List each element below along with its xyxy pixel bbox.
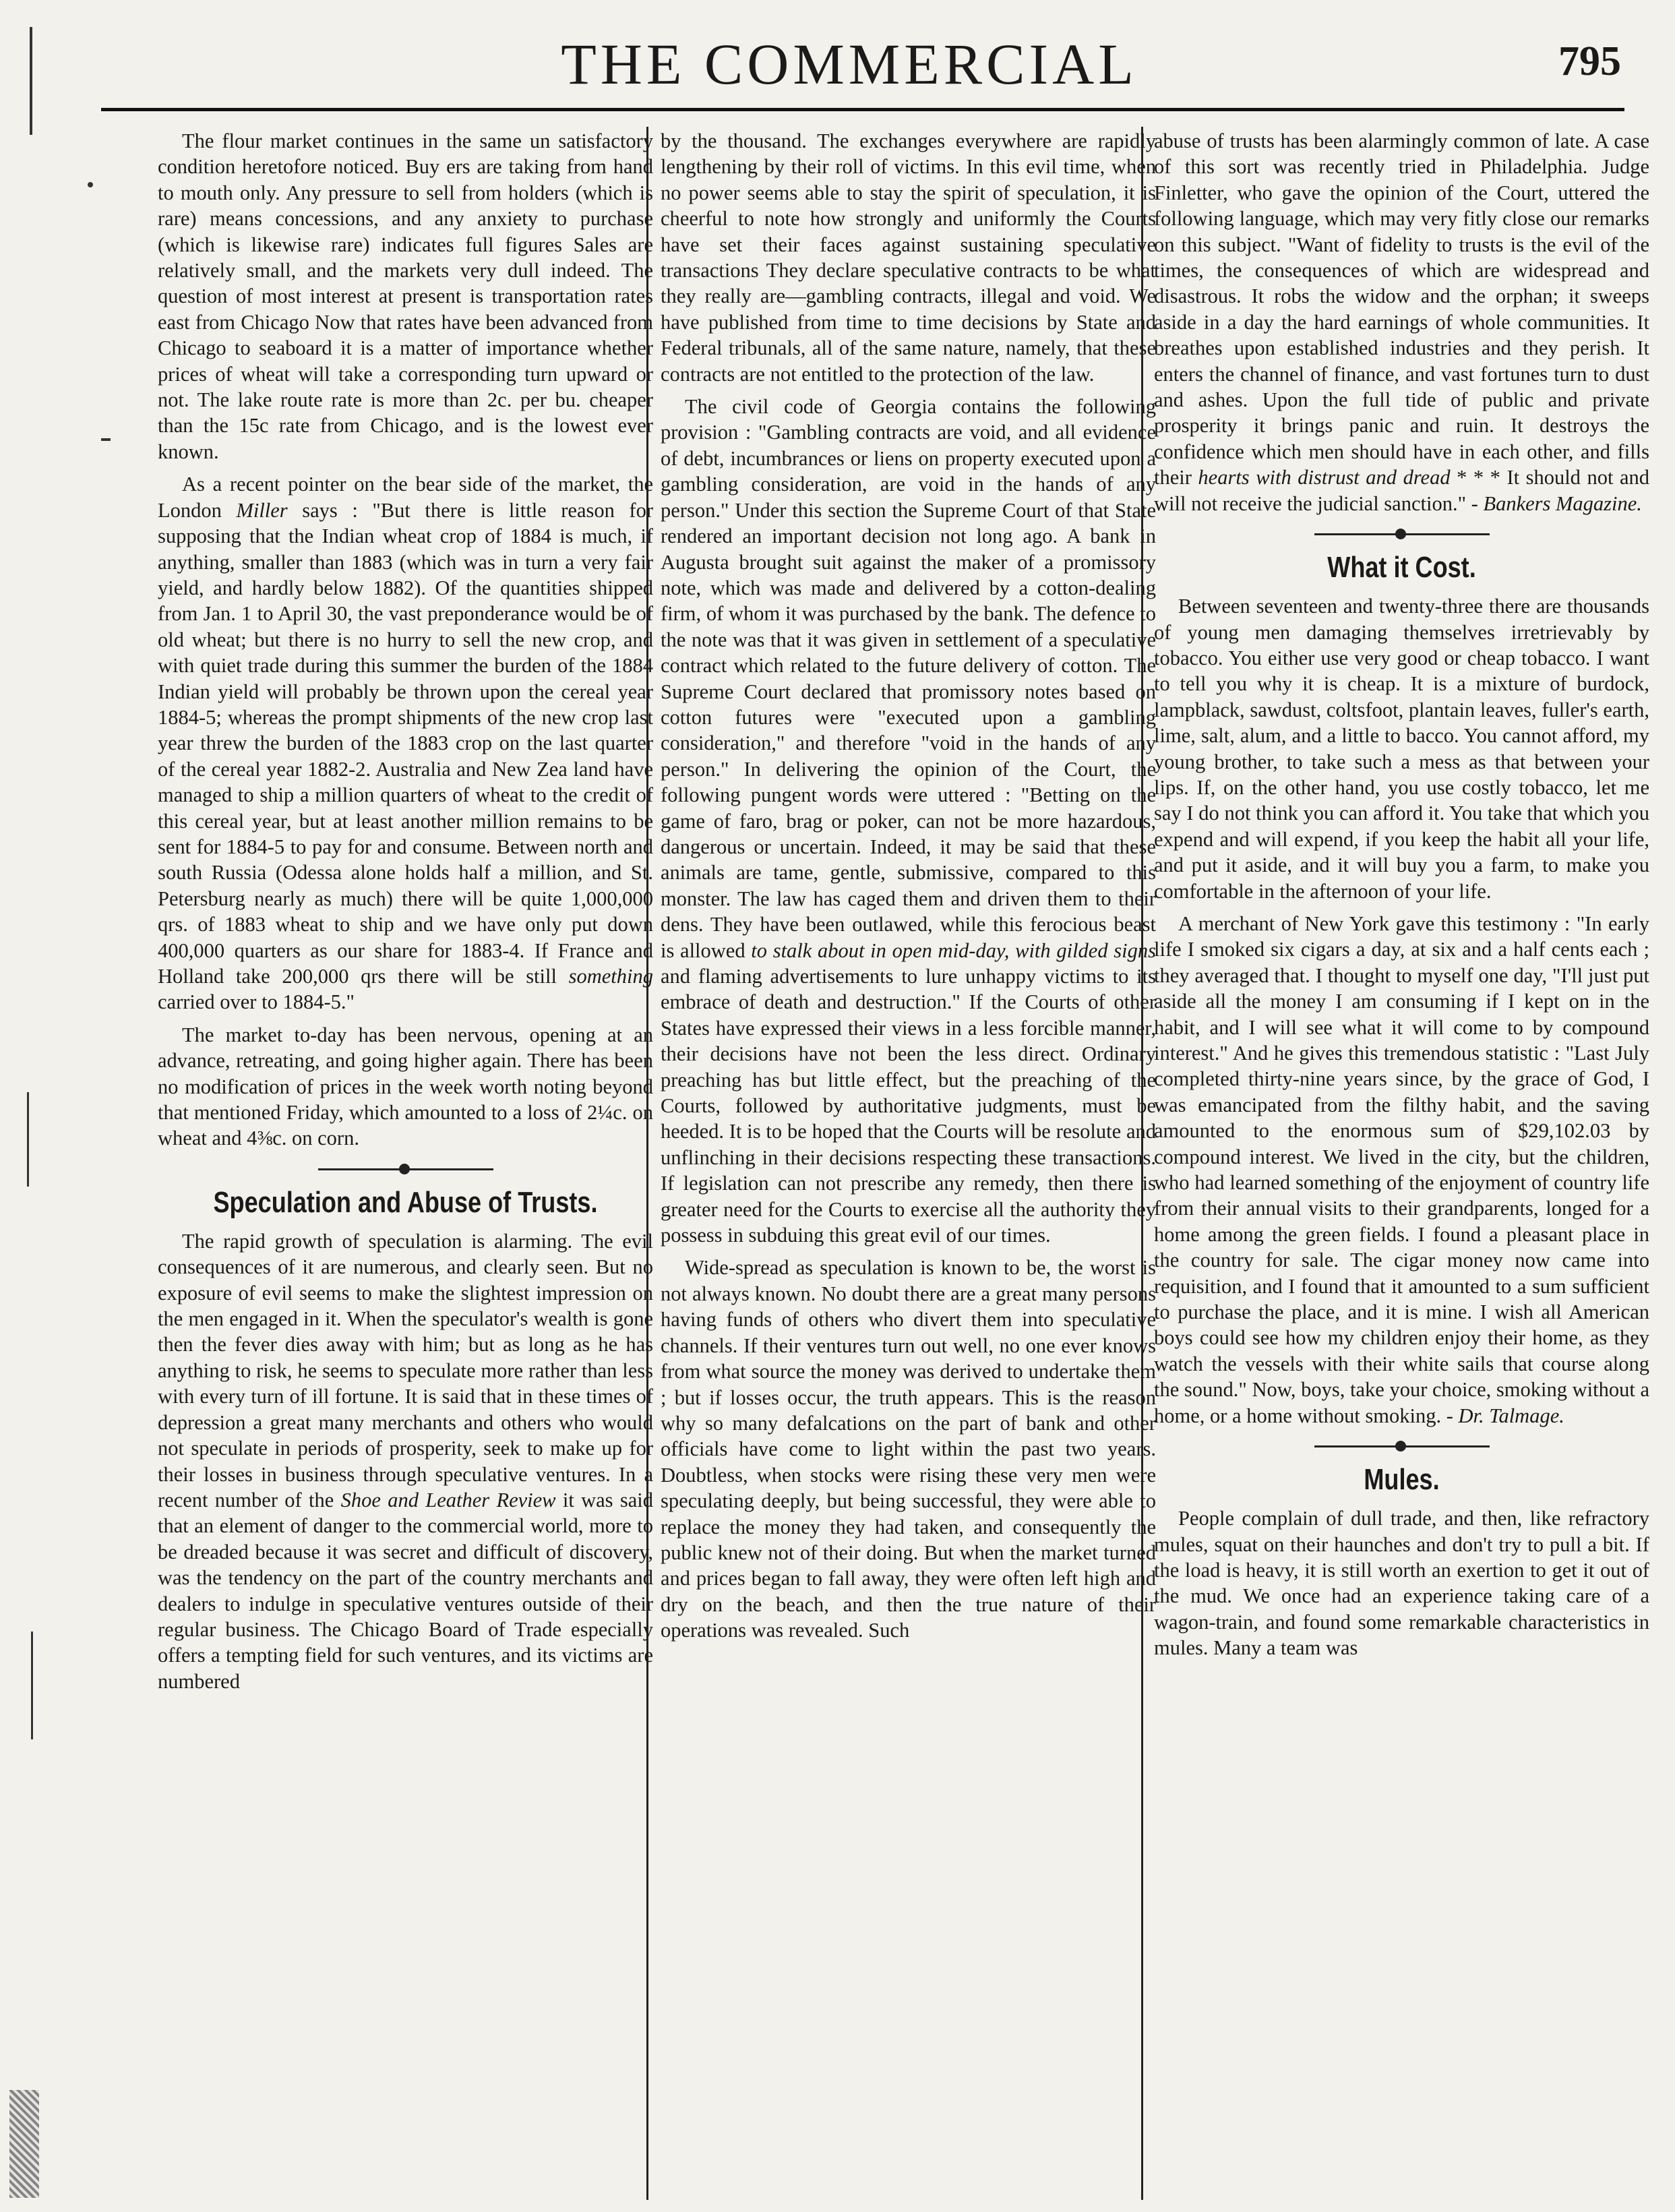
emphasis: hearts with distrust and dread: [1198, 466, 1451, 489]
text-run: As a recent pointer on the bear side of the market, the London: [158, 473, 653, 522]
article-paragraph: [661, 394, 1156, 1248]
column-1: [158, 128, 653, 2191]
margin-mark: [31, 1632, 33, 1739]
header-rule: [101, 108, 1624, 111]
column-3: [1154, 128, 1649, 2191]
text-run: A merchant of New York gave this testimony : "In early life I smoked six cigars a day, at six and a half cents each ; they averaged that. I thought to myself one day, "I'll just put aside all the money I am consuming if I kept on in the habit, and I will see what it will come to by compound interest." And he gives this tremendous statistic : "Last July completed thirty-nine years since, by the grace of God, I was emancipated from the filthy habit, and the saving amounted to the enormous sum of $29,102.03 by compound interest. We lived in the city, but the children, who had learned something of the enjoyment of country life from their annual visits to their grandparents, longed for a home among the green fields. I found a pleasant place in the country for sale. The cigar money now came into requisition, and I found that it amounted to a sum sufficient to purchase the place, and it is mine. I wish all American boys could see how my children enjoy their home, as they watch the vessels with their white sails that course along the sound." Now, boys, take your choice, smoking without a home, or a home without smoking. -: [1154, 911, 1649, 1427]
text-run: says : "But there is little reason for supposing that the Indian wheat crop of 1884 is much, if anything, smaller than 1883 (which was in turn a very fair yield, and hardly below 1882). Of the quantities shipped from Jan. 1 to April 30, the vast preponderance would be of old wheat; but there is no hurry to sell the new crop, and with quiet trade during this summer the burden of the 1884 Indian yield will probably be thrown upon the cereal year 1884-5; whereas the prompt shipments of the new crop last year threw the burden of the 1883 crop on the last quarter of the cereal year 1882-2. Australia and New Zea land have managed to ship a million quarters of wheat to the credit of this cereal year, but at least another million remains to be sent for 1884-5 to pay for and consume. Between north and south Russia (Odessa alone holds half a million, and St. Petersburg nearly as much) there will be quite 1,000,000 qrs. of 1883 wheat to ship and we have only put down 400,000 quarters as our share for 1883-4. If France and Holland take 200,000 qrs there will be still: [158, 498, 653, 988]
column-2: [661, 128, 1156, 2191]
article-paragraph: [1154, 911, 1649, 1429]
text-run: and flaming advertisements to lure unhappy victims to its embrace of death and destruction." If the Courts of other States have expressed their views in a less forcible manner, their decisions have not been the less direct. Ordinary preaching has but little effect, but the preaching of the Courts, followed by authoritative judgments, must be heeded. It is to be hoped that the Courts will be resolute and unflinching in their decisions respecting these transactions. If legislation can not prescribe any remedy, then there is greater need for the Courts to exercise all the authority they possess in subduing this great evil of our times.: [661, 965, 1156, 1247]
section-divider: [1314, 1438, 1490, 1454]
article-paragraph: The flour market continues in the same un satisfactory condition heretofore noticed. Buy ers are taking from hand to mouth only. Any pressure to sell from holders (which is rare) means concessions, and any anxiety to purchase (which is likewise rare) indicates full figures Sales are relatively small, and the markets very dull indeed. The question of most interest at present is transportation rates east from Chicago Now that rates have been advanced from Chicago to seaboard it is a matter of importance whether prices of wheat will take a corresponding turn upward or not. The lake route rate is more than 2c. per bu. cheaper than the 15c rate from Chicago, and is the lowest ever known.: [158, 129, 653, 463]
source-citation: Bankers Magazine.: [1483, 491, 1642, 515]
text-run: * * * It should not and will not receive the judicial sanction." -: [1154, 466, 1649, 515]
article-paragraph: [1154, 128, 1649, 516]
article-paragraph: The market to-day has been nervous, opening at an advance, retreating, and going higher again. There has been no modification of prices in the week worth noting beyond that mentioned Friday, which amounted to a loss of 2¼c. on wheat and 4⅜c. on corn.: [158, 1023, 653, 1150]
section-title: Mules.: [1364, 1463, 1440, 1497]
article-paragraph: by the thousand. The exchanges everywhere are rapidly lengthening by their roll of victims. In this evil time, when no power seems able to stay the spirit of speculation, it is cheerful to note how strongly and uniformly the Courts have set their faces against sustaining speculative transactions They declare speculative contracts to be what they really are—gambling contracts, illegal and void. We have published from time to time decisions by State and Federal tribunals, all of the same nature, namely, that these contracts are not entitled to the protection of the law.: [661, 129, 1156, 386]
section-title: Speculation and Abuse of Trusts.: [213, 1185, 598, 1219]
margin-mark: [27, 1092, 29, 1187]
text-run: The civil code of Georgia contains the following provision : "Gambling contracts are void, and all evidence of debt, incumbrances or liens on property executed upon a gambling consideration, are void in the hands of any person." Under this section the Supreme Court of that State rendered an important decision not long ago. A bank in Augusta brought suit against the maker of a promissory note, which was made and delivered by a cotton-dealing firm, of whom it was purchased by the bank. The defence to the note was that it was given in settlement of a speculative contract which related to the future delivery of cotton. The Supreme Court declared that promissory notes based on cotton futures were "executed upon a gambling consideration," and therefore "void in the hands of any person." In delivering the opinion of the Court, the following pungent words were uttered : "Betting on the game of faro, brag or poker, can not be more hazardous, dangerous or uncertain. Indeed, it may be said that these animals are tame, gentle, submissive, compared to this monster. The law has caged them and driven them to their dens. They have been outlawed, while this ferocious beast is allowed: [661, 395, 1156, 962]
emphasis: to stalk about in open mid-day, with gilded signs: [751, 938, 1156, 962]
article-paragraph: Between seventeen and twenty-three there are thousands of young men damaging themselves irretrievably by tobacco. You either use very good or cheap tobacco. I want to tell you why it is cheap. It is a mixture of burdock, lampblack, sawdust, coltsfoot, plantain leaves, fuller's earth, lime, salt, alum, and a little to bacco. You cannot afford, my young brother, to take such a mess as that between your lips. If, on the other hand, you use costly tobacco, let me say I do not think you can afford it. You take that which you expend and will expend, if you keep the habit all your life, and put it aside, and it will buy you a farm, to make you comfortable in the afternoon of your life.: [1154, 595, 1649, 903]
publication-name: Shoe and Leather Review: [340, 1488, 556, 1512]
text-run: The rapid growth of speculation is alarming. The evil consequences of it are numerous, and clearly seen. But no exposure of evil seems to make the slightest impression on the men engaged in it. When the speculator's wealth is gone then the fever dies away with him; but as long as he has anything to risk, he seems to speculate more rather than less with every turn of ill fortune. It is said that in these times of depression a great many merchants and others who would not speculate in periods of prosperity, seek to make up for their losses in business through speculative ventures. In a recent number of the: [158, 1229, 653, 1512]
margin-mark: [101, 438, 111, 441]
masthead-title: THE COMMERCIAL: [561, 32, 1138, 96]
source-citation: Dr. Talmage.: [1458, 1404, 1564, 1427]
text-run: abuse of trusts has been alarmingly common of late. A case of this sort was recently tried in Philadelphia. Judge Finletter, who gave the opinion of the Court, uttered the following language, which may very fitly close our remarks on this subject. "Want of fidelity to trusts is the evil of the times, the consequences of which are widespread and disastrous. It robs the widow and the orphan; it sweeps aside in a day the hard earnings of whole communities. It breathes upon established industries and they perish. It enters the channel of finance, and vast fortunes turn to dust and ashes. Upon the full tide of public and private prosperity it brings panic and ruin. It destroys the confidence which men should have in each other, and fills their: [1154, 129, 1649, 489]
page-number: 795: [1558, 38, 1621, 84]
section-divider: [318, 1161, 493, 1177]
article-paragraph: [158, 1228, 653, 1694]
article-paragraph: [158, 471, 653, 1015]
publication-name: Miller: [236, 498, 288, 522]
margin-mark: [30, 27, 32, 135]
text-run: it was said that an element of danger to the commercial world, more to be dreaded because it was secret and difficult of discovery, was the tendency on the part of the country merchants and dealers to indulge in speculative ventures outside of their regular business. The Chicago Board of Trade especially offers a tempting field for such ventures, and its victims are numbered: [158, 1488, 653, 1693]
text-run: carried over to 1884-5.": [158, 990, 355, 1014]
article-paragraph: People complain of dull trade, and then, like refractory mules, squat on their haunches and don't try to pull a bit. If the load is heavy, it is still worth an exertion to get it out of the mud. We once had an experience taking care of a wagon-train, and found some remarkable characteristics in mules. Many a team was: [1154, 1507, 1649, 1660]
section-divider: [1314, 526, 1490, 542]
section-title: What it Cost.: [1327, 551, 1476, 585]
corner-stamp: [9, 2090, 39, 2198]
article-paragraph: Wide-spread as speculation is known to be, the worst is not always known. No doubt there are a great many persons having funds of others who divert them into speculative channels. If their ventures turn out well, no one ever knows from what source the money was derived to undertake them ; but if losses occur, the truth appears. This is the reason why so many defalcations on the part of bank and other officials have come to light within the past two years. Doubtless, when stocks were rising these very men were speculating deeply, but being successful, they were able to replace the money they had taken, and consequently the public knew not of their doing. But when the market turned and prices began to fall away, they were often left high and dry on the beach, and then the true nature of their operations was revealed. Such: [661, 1256, 1156, 1642]
emphasis: something: [568, 965, 653, 988]
margin-mark: [88, 182, 93, 187]
